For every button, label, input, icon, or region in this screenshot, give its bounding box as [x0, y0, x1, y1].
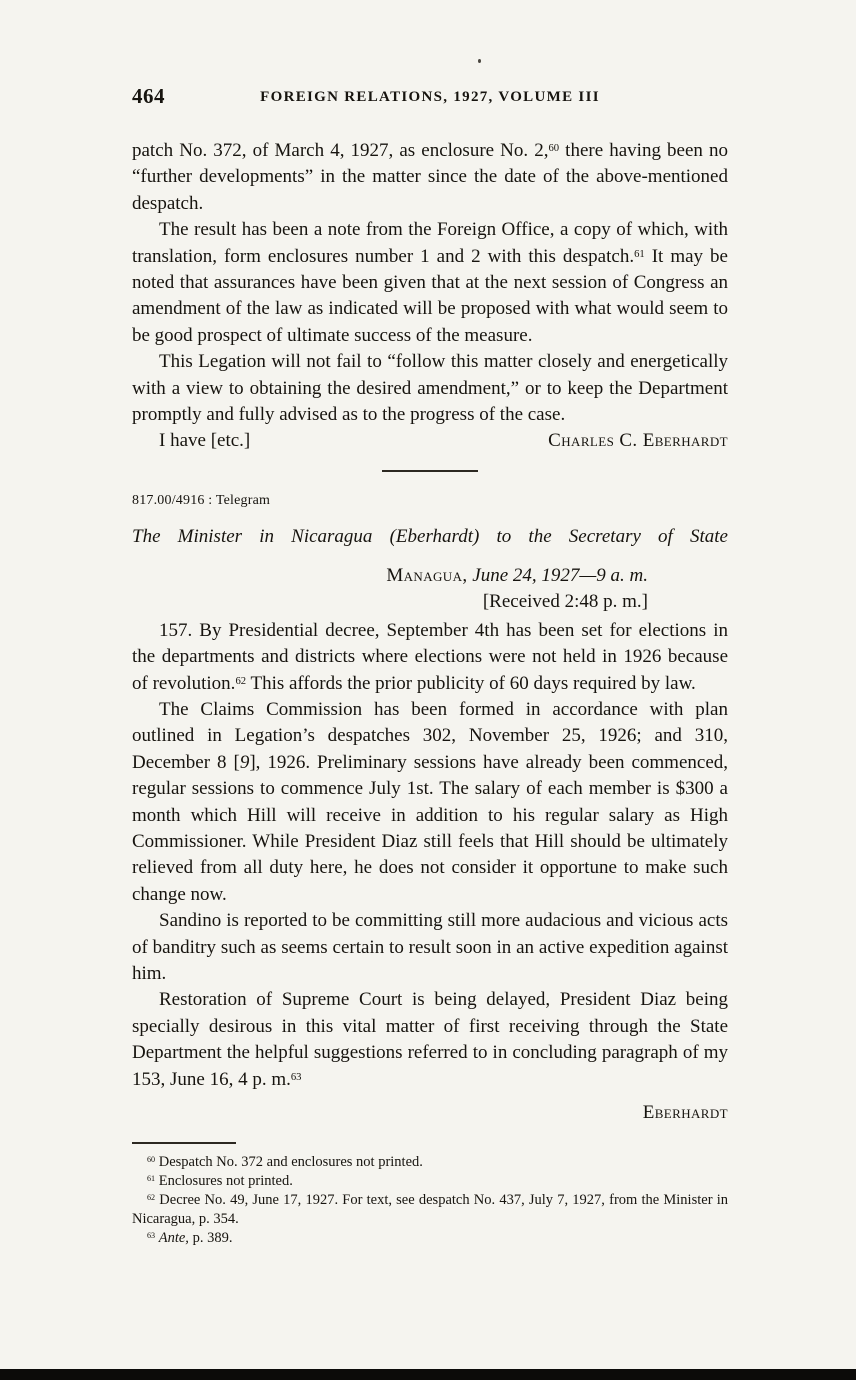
scan-speck	[478, 59, 481, 63]
file-reference: 817.00/4916 : Telegram	[132, 492, 271, 508]
paragraph: This Legation will not fail to “follow this matter closely and energetically with a view to obtaining the desired amendment,” or to keep the Department promptly and fully advised as to the progress of the case.	[132, 351, 728, 426]
footnotes-section	[132, 1142, 728, 1248]
footnote: $^{63}$ Ante, p. 389.	[147, 1229, 233, 1246]
footnote: $^{62}$ Decree No. 49, June 17, 1927. For text, see despatch No. 437, July 7, 1927, from the Minister in Nicaragua, p. 354.	[132, 1191, 728, 1227]
received-line: [Received 2:48 p. m.]	[482, 591, 648, 613]
dateline	[132, 563, 728, 589]
page-number: 464	[132, 84, 165, 108]
despatch-continuation	[132, 138, 728, 455]
telegram-paragraph: Restoration of Supreme Court is being delayed, President Diaz being specially desirous in this vital matter of first receiving through the State Department the helpful suggestions referred to in concluding paragraph of my 153, June 16, 4 p. m.$^{63}$	[132, 989, 728, 1090]
page-header	[132, 84, 728, 112]
footnote: $^{61}$ Enclosures not printed.	[147, 1172, 293, 1189]
telegram-paragraph: 157. By Presidential decree, September 4th has been set for elections in the departments and districts where elections were not held in 1926 because of revolution.$^{62}$ This affords the prior publicity of 60 days required by law.	[132, 619, 728, 694]
telegram-signature-row	[132, 1100, 728, 1126]
paragraph: The result has been a note from the Foreign Office, a copy of which, with translation, form enclosures number 1 and 2 with this despatch.$^{61}$ It may be noted that assurances have been given that at the next session of Congress an amendment of the law as indicated will be proposed with what would seem to be good prospect of ultimate success of the measure.	[132, 219, 728, 346]
document-heading: The Minister in Nicaragua (Eberhardt) to the Secretary of State	[132, 525, 728, 547]
section-divider	[382, 470, 478, 472]
closing-line	[132, 428, 728, 454]
paragraph: patch No. 372, of March 4, 1927, as enclosure No. 2,60 there having been no “further developments” in the matter since the date of the above-mentioned despatch.	[132, 140, 728, 214]
telegram-paragraph: Sandino is reported to be committing still more audacious and vicious acts of banditry such as seems certain to result soon in an active expedition against him.	[132, 910, 728, 984]
telegram-signature: Eberhardt	[642, 1102, 728, 1123]
footnote-rule	[132, 1142, 236, 1144]
closing-text: I have [etc.]	[159, 430, 251, 452]
running-title: FOREIGN RELATIONS, 1927, VOLUME III	[260, 89, 600, 105]
footnote: $^{60}$ Despatch No. 372 and enclosures not printed.	[147, 1153, 423, 1170]
scan-edge-bar	[0, 1369, 856, 1380]
telegram-document	[132, 493, 728, 1127]
dateline-date: June 24, 1927—9 a. m.	[472, 564, 648, 586]
telegram-paragraph: The Claims Commission has been formed in accordance with plan outlined in Legation’s despatches 302, November 25, 1926; and 310, December 8 [9], 1926. Preliminary sessions have already been commenced, regular sessions to commence July 1st. The salary of each member is $300 a month which Hill will receive in addition to his regular salary as High Commissioner. While President Diaz still feels that Hill should be ultimately relieved from all duty here, he does not consider it opportune to make such change now.	[132, 698, 729, 905]
signature: Charles C. Eberhardt	[548, 430, 728, 452]
dateline-place: Managua,	[386, 564, 468, 586]
